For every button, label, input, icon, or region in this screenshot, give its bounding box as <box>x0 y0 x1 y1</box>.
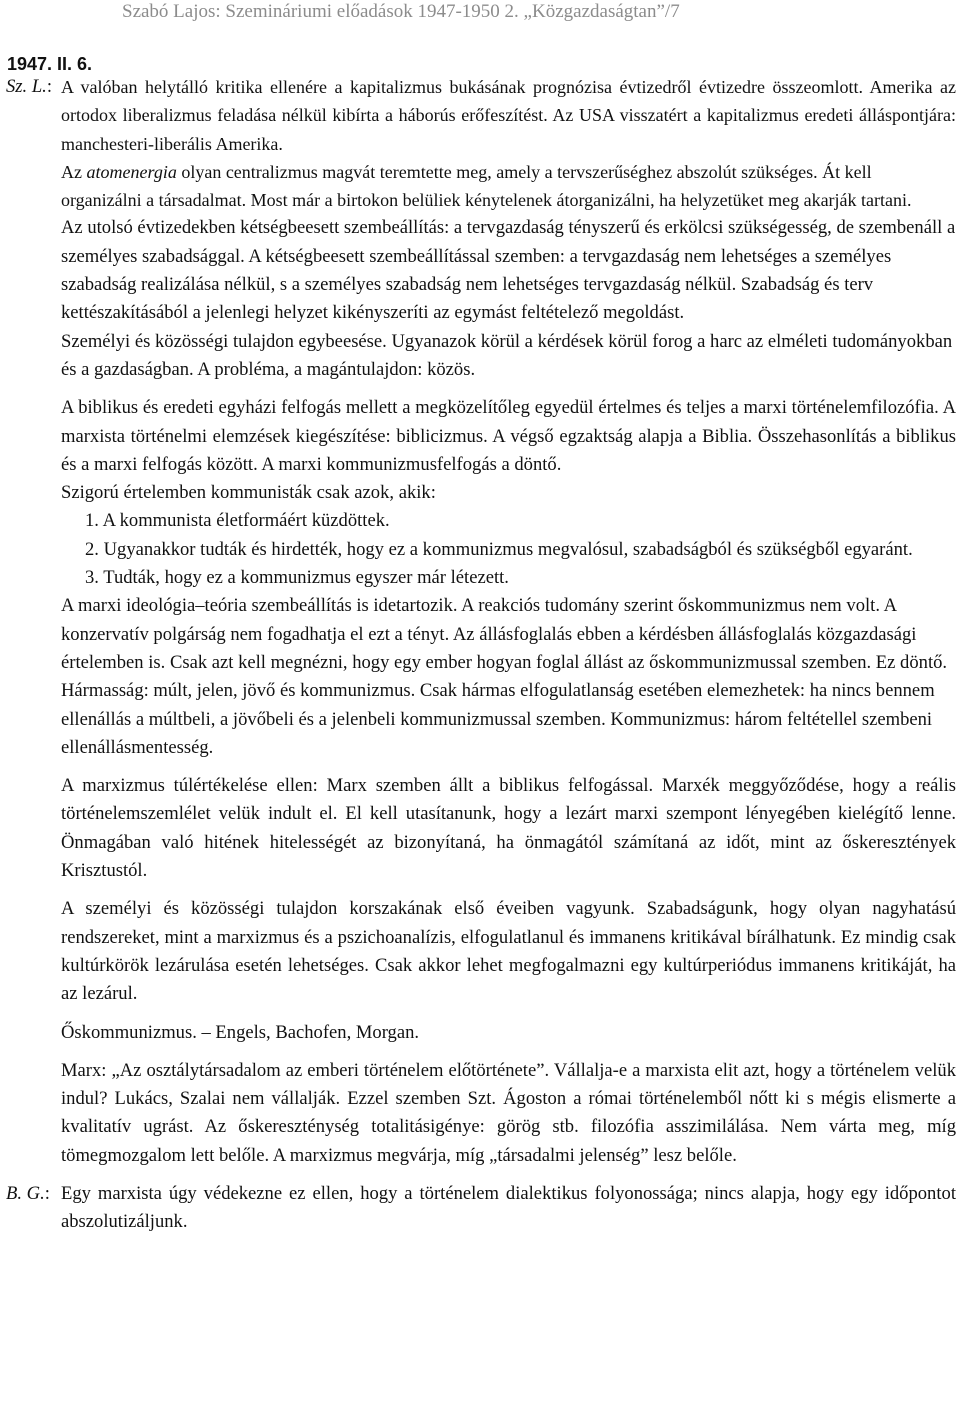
speaker-block-szl <box>6 73 956 1170</box>
paragraph-text: Az <box>61 161 87 182</box>
speaker-colon: : <box>44 1182 50 1204</box>
paragraph: Egy marxista úgy védekezne ez ellen, hogy a történelem dialektikus folyonossága; nincs alapja, hogy egy időpontot abszolutizáljunk. <box>61 1182 956 1233</box>
speaker-block-bg <box>6 1180 956 1237</box>
list-item: 1. A kommunista életformáért küzdöttek. <box>85 510 390 532</box>
list-item: 3. Tudták, hogy ez a kommunizmus egyszer már létezett. <box>85 567 509 589</box>
paragraph: A valóban helytálló kritika ellenére a kapitalizmus bukásának prognózisa évtizedről évtizedre összeomlott. Amerika az ortodox liberalizmus feladása nélkül kibírta a háborús erőfeszítést. Az USA visszatért a kapitalizmus eredeti álláspontjára: manchesteri-liberális Amerika. <box>61 77 956 154</box>
paragraph: Marx: „Az osztálytársadalom az emberi történelem előtörténete”. Vállalja-e a marxista elit azt, hogy a történelem velük indul? Lukács, Szalai nem vállalják. Ezzel szemben Szt. Ágoston a római történelemből nőtt ki s mégis elismerte a kvalitatív ugrást. Az őskereszténység totalitásigénye: görög stb. filozófia asszimilálása. Nem várta meg, míg tömegmozgalom lett belőle. A marxizmus megvárja, míg „társadalmi jelenség” lesz belőle. <box>61 1059 956 1166</box>
list-item: 2. Ugyanakkor tudták és hirdették, hogy ez a kommunizmus megvalósul, szabadságból és szükségből egyaránt. <box>85 538 913 560</box>
paragraph <box>61 158 956 215</box>
paragraph: A marxi ideológia–teória szembeállítás is idetartozik. A reakciós tudomány szerint őskommunizmus nem volt. A konzervatív polgárság nem fogadhatja el ezt a tényt. Az állásfoglalás ebben a kérdésben állásfoglalás közgazdasági értelemben is. Csak azt kell megnézni, hogy egy ember hogyan foglal állást az őskommunizmussal szemben. Ez döntő. Hármasság: múlt, jelen, jövő és kommunizmus. Csak hármas elfogulatlanság esetében elemezhetek: ha nincs bennem ellenállás a múltbeli, a jövőbeli és a jelenbeli kommunizmussal szemben. Kommunizmus: három feltétellel szembeni ellenállásmentesség. <box>61 595 948 758</box>
paragraph: A biblikus és eredeti egyházi felfogás mellett a megközelítőleg egyedül értelmes és teljes a marxi történelemfilozófia. A marxista történelmi elemzések kiegészítése: biblicizmus. A végső egzaktság alapja a Biblia. Összehasonlítás a biblikus és a marxi felfogás között. A marxi kommunizmusfelfogás a döntő. <box>61 397 956 475</box>
page-content <box>6 73 956 1237</box>
speaker-name: Sz. L. <box>6 76 47 97</box>
paragraph: A marxizmus túlértékelése ellen: Marx szemben állt a biblikus felfogással. Marxék meggyőződése, hogy a reális történelemszemlélet velük indult el. El kell utasítanunk, hogy a lezárt marxi szempont lényegében kielégítő lenne. Önmagában való hitének hitelességét az bizonyítaná, ha önmagától számítaná az időt, mint az őskeresztények Krisztustól. <box>61 775 956 882</box>
paragraph: A személyi és közösségi tulajdon korszakának első éveiben vagyunk. Szabadságunk, hogy olyan nagyhatású rendszereket, mint a marxizmus és a pszichoanalízis, elfogulatlanul és immanens kritikával bírálhatunk. Ez mindig csak kultúrkörök lezárulása esetén lehetséges. Csak akkor lehet megfogalmazni egy kultúrperiódus immanens kritikáját, ha az lezárul. <box>61 898 956 1005</box>
speaker-colon: : <box>46 76 52 97</box>
paragraph: Őskommunizmus. – Engels, Bachofen, Morgan. <box>61 1021 420 1043</box>
emphasis-text: atomenergia <box>86 161 177 182</box>
paragraph: Az utolsó évtizedekben kétségbeesett szembeállítás: a tervgazdaság tényszerű és erkölcsi szükségesség, de szembenáll a személyes szabadsággal. A kétségbeesett szembeállítással szemben: a tervgazdaság nem lehetséges a személyes szabadság realizálása nélkül, s a személyes szabadság nem lehetséges tervgazdaság nélkül. Szabadság és terv kettészakításából a jelenlegi helyzet kikényszeríti az egymást feltételező megoldást. <box>61 217 956 324</box>
speaker-body <box>61 73 956 1170</box>
paragraph: Szigorú értelemben kommunisták csak azok, akik: <box>61 482 436 504</box>
paragraph: Személyi és közösségi tulajdon egybeesése. Ugyanazok körül a kérdések körül forog a harc az elméleti tudományokban és a gazdaságban. A probléma, a magántulajdon: közös. <box>61 330 953 380</box>
running-header: Szabó Lajos: Szemináriumi előadások 1947-1950 2. „Közgazdaságtan”/7 <box>122 1 680 22</box>
session-date: 1947. II. 6. <box>7 54 93 74</box>
speaker-body <box>61 1180 956 1237</box>
speaker-label <box>6 1180 50 1208</box>
speaker-name: B. G. <box>6 1182 45 1204</box>
paragraph-text: olyan centralizmus magvát teremtette meg, amely a tervszerűséghez abszolút szükséges. Át kell organizálni a társadalmat. Most már a birtokon belüliek kénytelenek átorganizálni, ha helyzetüket meg akarják tartani. <box>61 161 912 211</box>
speaker-label <box>6 73 52 101</box>
